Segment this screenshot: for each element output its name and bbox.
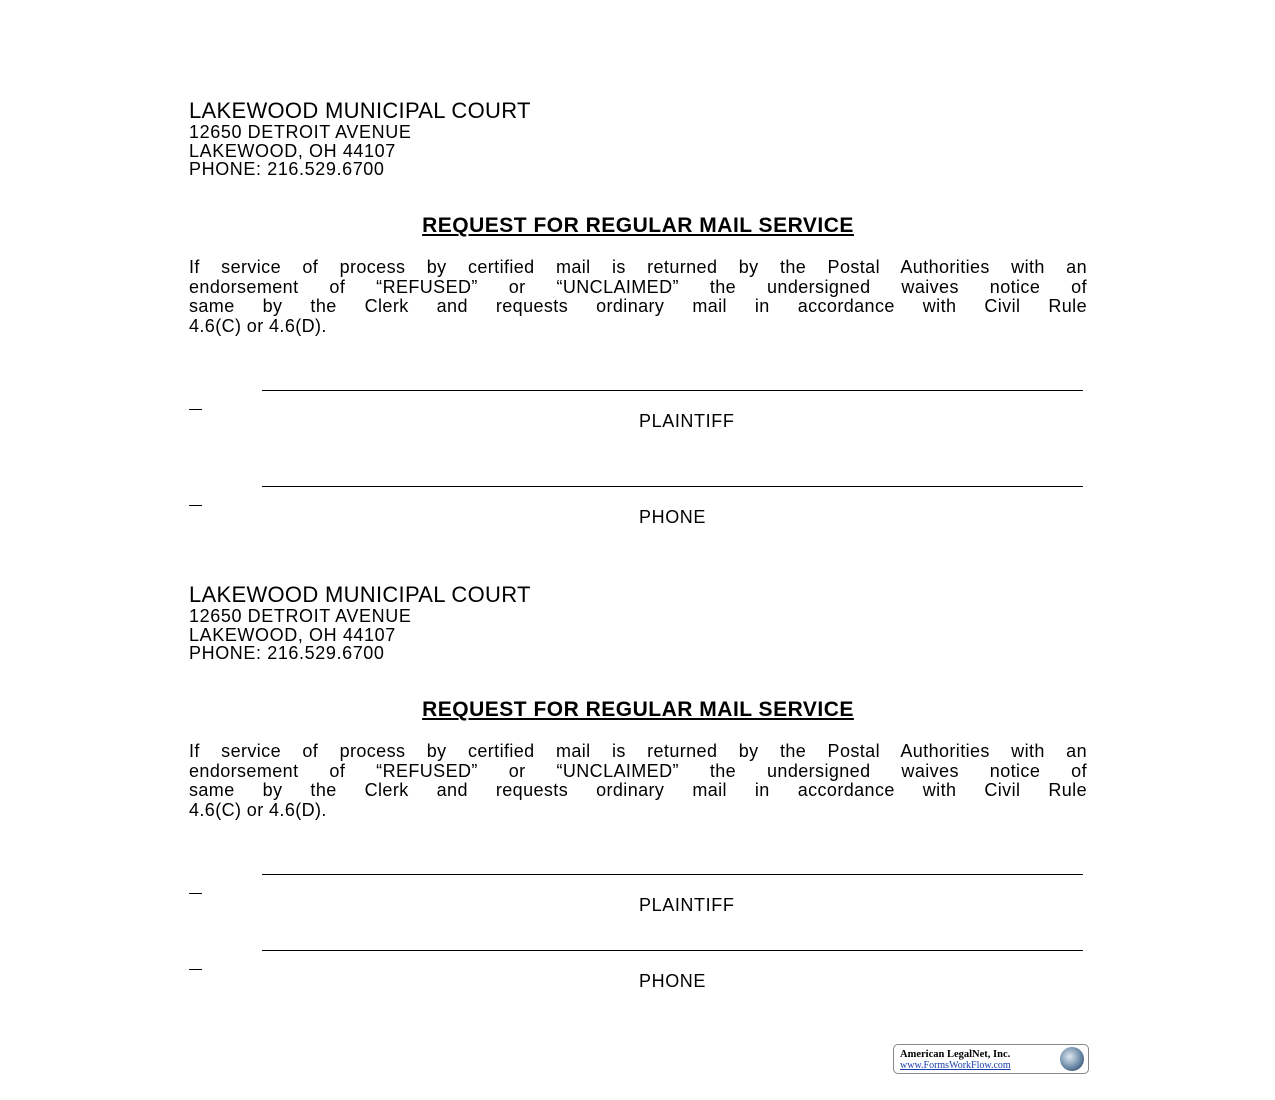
address-line-2: LAKEWOOD, OH 44107 [189,141,396,161]
court-phone: PHONE: 216.529.6700 [189,643,385,663]
american-legalnet-logo[interactable] [893,1044,1089,1074]
dash-mark [189,893,202,894]
phone-signature-line[interactable] [262,950,1083,951]
phone-signature-line[interactable] [262,486,1083,487]
address-line-2: LAKEWOOD, OH 44107 [189,625,396,645]
paragraph-line: endorsement of “REFUSED” or “UNCLAIMED” the undersigned waives notice of [189,760,1087,781]
address-line-1: 12650 DETROIT AVENUE [189,122,412,142]
logo-url-link[interactable]: www.FormsWorkFlow.com [900,1060,1011,1071]
paragraph-line: same by the Clerk and requests ordinary mail in accordance with Civil Rule [189,296,1087,316]
dash-mark [189,505,202,506]
dash-mark [189,409,202,410]
paragraph-line: same by the Clerk and requests ordinary mail in accordance with Civil Rule [189,780,1087,800]
paragraph-line: 4.6(C) or 4.6(D). [189,315,327,336]
plaintiff-label: PLAINTIFF [639,411,735,431]
court-name: LAKEWOOD MUNICIPAL COURT [189,98,531,123]
plaintiff-label: PLAINTIFF [639,895,735,915]
globe-icon [1060,1047,1084,1071]
phone-label: PHONE [639,971,707,991]
form-title: REQUEST FOR REGULAR MAIL SERVICE [422,214,854,237]
court-phone: PHONE: 216.529.6700 [189,159,385,179]
paragraph-line: If service of process by certified mail is returned by the Postal Authorities with an [189,741,1087,761]
phone-label: PHONE [639,507,707,527]
waiver-paragraph [189,742,1087,820]
paragraph-line: If service of process by certified mail is returned by the Postal Authorities with an [189,257,1087,277]
form-title: REQUEST FOR REGULAR MAIL SERVICE [422,698,854,721]
dash-mark [189,969,202,970]
plaintiff-signature-line[interactable] [262,874,1083,875]
paragraph-line: endorsement of “REFUSED” or “UNCLAIMED” the undersigned waives notice of [189,276,1087,297]
waiver-paragraph [189,258,1087,336]
address-line-1: 12650 DETROIT AVENUE [189,606,412,626]
court-name: LAKEWOOD MUNICIPAL COURT [189,582,531,607]
plaintiff-signature-line[interactable] [262,390,1083,391]
form-section-2 [189,584,1087,1044]
logo-company-name: American LegalNet, Inc. [900,1049,1011,1060]
paragraph-line: 4.6(C) or 4.6(D). [189,799,327,820]
form-section-1 [189,100,1087,560]
